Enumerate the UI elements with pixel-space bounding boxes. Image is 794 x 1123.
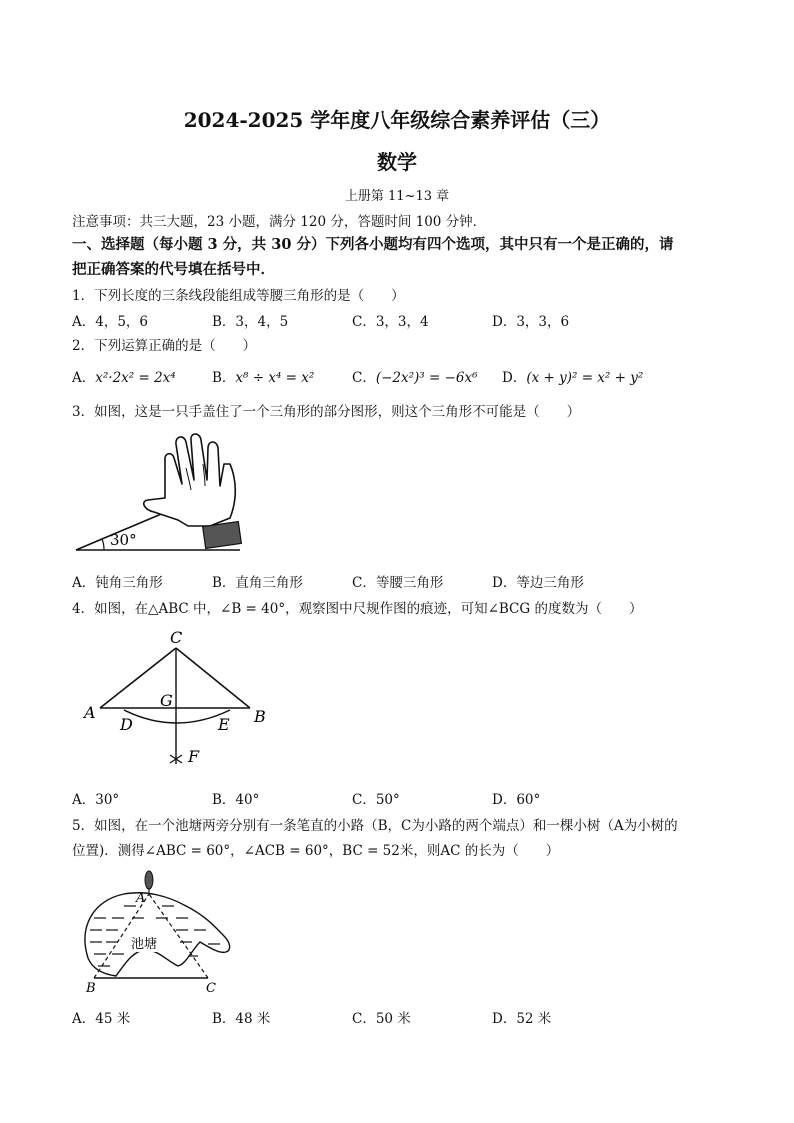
q4-side-cb	[176, 648, 250, 708]
q2-option-c-math: (−2x²)³ = −6x⁶	[375, 370, 478, 386]
q4-option-d: D．60°	[492, 792, 541, 808]
q2-option-b	[212, 366, 314, 386]
q5-stem-line2: 位置)．测得∠ABC = 60°，∠ACB = 60°，BC = 52米，则AC 的长为（ ）	[72, 843, 560, 859]
q3-hand-triangle-figure	[70, 428, 250, 558]
q5-option-a: A．45 米	[72, 1011, 131, 1027]
exam-scope: 上册第 11~13 章	[344, 189, 450, 204]
q4-option-b: B．40°	[212, 792, 260, 808]
q4-construction-figure	[78, 624, 278, 780]
q4-label-a: A	[84, 703, 96, 722]
q1-option-b: B．3，4，5	[212, 314, 289, 330]
glove-cuff	[203, 522, 242, 549]
q2-option-a-math: x²·2x² = 2x⁴	[95, 370, 176, 386]
q2-option-b-letter: B．	[212, 370, 236, 386]
q3-angle-label: 30°	[110, 531, 137, 549]
q5-label-b: B	[86, 981, 96, 996]
section1-heading-line1: 一、选择题（每小题 3 分，共 30 分）下列各小题均有四个选项，其中只有一个是正确的，请	[72, 236, 674, 253]
q1-option-d: D．3，3，6	[492, 314, 570, 330]
q4-option-a: A．30°	[72, 792, 120, 808]
q4-label-e: E	[218, 715, 230, 734]
q2-option-a	[72, 366, 176, 386]
subject-title: 数学	[377, 150, 417, 174]
q5-option-b: B．48 米	[212, 1011, 271, 1027]
q2-option-d	[502, 366, 643, 386]
q5-pond-label: 池塘	[131, 937, 158, 952]
q2-option-c-letter: C．	[352, 370, 376, 386]
section1-heading-line2: 把正确答案的代号填在括号中．	[72, 261, 275, 278]
notice-text: 注意事项：共三大题，23 小题，满分 120 分，答题时间 100 分钟．	[72, 214, 487, 230]
q2-option-b-math: x⁸ ÷ x⁴ = x²	[235, 370, 315, 386]
q4-option-c: C．50°	[352, 792, 400, 808]
q5-option-d: D．52 米	[492, 1011, 552, 1027]
q3-option-a: A．钝角三角形	[72, 575, 163, 591]
q3-option-c: C．等腰三角形	[352, 575, 444, 591]
q2-option-c	[352, 366, 478, 386]
q3-option-b: B．直角三角形	[212, 575, 303, 591]
glove-icon	[144, 434, 242, 548]
q5-option-c: C．50 米	[352, 1011, 411, 1027]
q1-stem: 1．下列长度的三条线段能组成等腰三角形的是（ ）	[72, 288, 405, 304]
q3-option-d: D．等边三角形	[492, 575, 584, 591]
q1-option-a: A．4，5，6	[72, 314, 149, 330]
q3-angle-arc	[102, 539, 104, 550]
q5-label-c: C	[206, 981, 216, 996]
q2-option-d-math: (x + y)² = x² + y²	[526, 370, 644, 386]
q4-arc-de	[124, 710, 230, 723]
q4-label-b: B	[254, 707, 266, 726]
exam-title: 2024-2025 学年度八年级综合素养评估（三）	[183, 108, 611, 132]
q4-label-f: F	[188, 747, 200, 766]
q2-option-a-letter: A．	[72, 370, 96, 386]
q5-pond-figure	[76, 866, 246, 996]
q5-stem-line1: 5．如图，在一个池塘两旁分别有一条笔直的小路（B，C为小路的两个端点）和一棵小树（A为小树的	[72, 818, 678, 834]
q3-stem: 3．如图，这是一只手盖住了一个三角形的部分图形，则这个三角形不可能是（ ）	[72, 404, 581, 420]
q4-label-c: C	[170, 628, 183, 647]
tree-icon	[145, 871, 153, 894]
q4-label-g: G	[160, 691, 173, 710]
q4-label-d: D	[120, 715, 133, 734]
q2-option-d-letter: D．	[502, 370, 527, 386]
q1-option-c: C．3，3，4	[352, 314, 429, 330]
q2-stem: 2．下列运算正确的是（ ）	[72, 338, 257, 354]
q5-label-a: A	[136, 891, 146, 906]
q4-stem: 4．如图，在△ABC 中，∠B = 40°，观察图中尺规作图的痕迹，可知∠BCG 的度数为（ ）	[72, 601, 643, 617]
